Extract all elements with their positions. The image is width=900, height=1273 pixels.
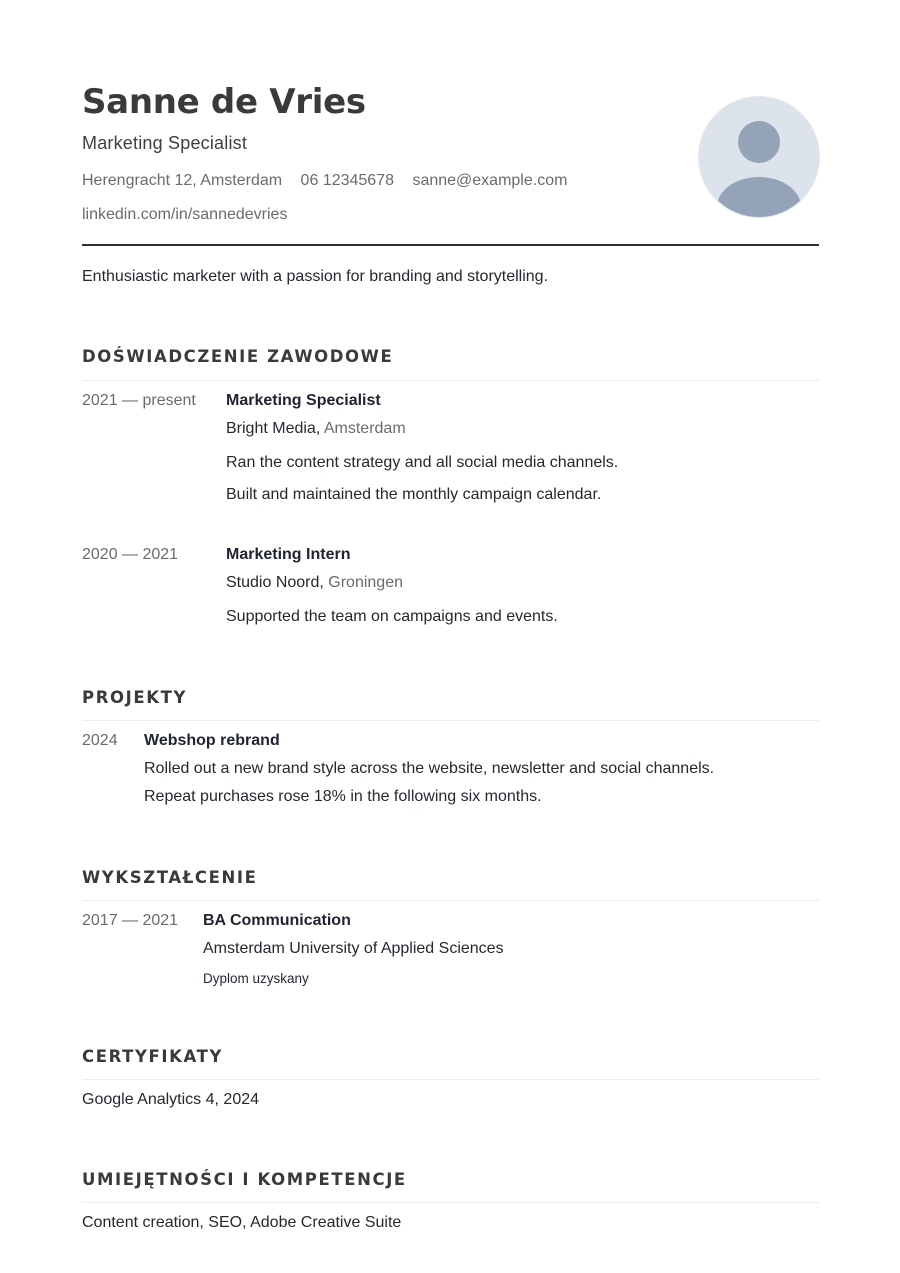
education-note: Dyplom uzyskany bbox=[203, 971, 309, 986]
entry-company: Studio Noord bbox=[226, 574, 320, 591]
entry-company-line: Bright Media, Amsterdam bbox=[226, 420, 406, 437]
entry-bullet: Ran the content strategy and all social media channels. bbox=[226, 454, 619, 471]
entry-role: Marketing Specialist bbox=[226, 392, 381, 409]
entry-dates: 2020 — 2021 bbox=[82, 546, 179, 563]
project-year: 2024 bbox=[82, 732, 118, 749]
section-title-certificates: CERTYFIKATY bbox=[82, 1047, 224, 1066]
education-dates: 2017 — 2021 bbox=[82, 912, 179, 929]
section-divider bbox=[82, 1202, 819, 1203]
entry-bullet: Built and maintained the monthly campaign calendar. bbox=[226, 486, 602, 503]
certificates-text: Google Analytics 4, 2024 bbox=[82, 1091, 260, 1108]
section-title-projects: PROJEKTY bbox=[82, 688, 188, 707]
entry-location: Amsterdam bbox=[323, 420, 406, 437]
candidate-title: Marketing Specialist bbox=[82, 133, 248, 153]
contact-row bbox=[82, 172, 567, 190]
entry-company: Bright Media bbox=[226, 420, 316, 437]
entry-dates: 2021 — present bbox=[82, 392, 196, 409]
avatar bbox=[698, 96, 820, 218]
contact-phone: 06 12345678 bbox=[300, 172, 394, 189]
contact-email: sanne@example.com bbox=[412, 172, 568, 189]
section-title-education: WYKSZTAŁCENIE bbox=[82, 868, 258, 887]
contact-linkedin: linkedin.com/in/sannedevries bbox=[82, 206, 288, 223]
contact-address: Herengracht 12, Amsterdam bbox=[82, 172, 283, 189]
section-title-experience: DOŚWIADCZENIE ZAWODOWE bbox=[82, 347, 394, 366]
project-name: Webshop rebrand bbox=[144, 732, 280, 749]
project-line: Rolled out a new brand style across the website, newsletter and social channels. bbox=[144, 760, 715, 777]
entry-role: Marketing Intern bbox=[226, 546, 351, 563]
project-line: Repeat purchases rose 18% in the following six months. bbox=[144, 788, 542, 805]
entry-location: Groningen bbox=[328, 574, 403, 591]
candidate-name: Sanne de Vries bbox=[82, 82, 366, 122]
section-title-skills: UMIEJĘTNOŚCI I KOMPETENCJE bbox=[82, 1170, 407, 1189]
skills-text: Content creation, SEO, Adobe Creative Suite bbox=[82, 1214, 402, 1231]
section-divider bbox=[82, 900, 819, 901]
header-divider bbox=[82, 244, 819, 246]
entry-bullet: Supported the team on campaigns and events. bbox=[226, 608, 558, 625]
profile-summary: Enthusiastic marketer with a passion for branding and storytelling. bbox=[82, 268, 549, 285]
section-divider bbox=[82, 720, 819, 721]
education-degree: BA Communication bbox=[203, 912, 351, 929]
person-placeholder-body bbox=[717, 177, 801, 218]
section-divider bbox=[82, 1079, 819, 1080]
education-school: Amsterdam University of Applied Sciences bbox=[203, 940, 504, 957]
person-placeholder-icon bbox=[738, 121, 780, 163]
entry-company-line: Studio Noord, Groningen bbox=[226, 574, 403, 591]
section-divider bbox=[82, 380, 819, 381]
